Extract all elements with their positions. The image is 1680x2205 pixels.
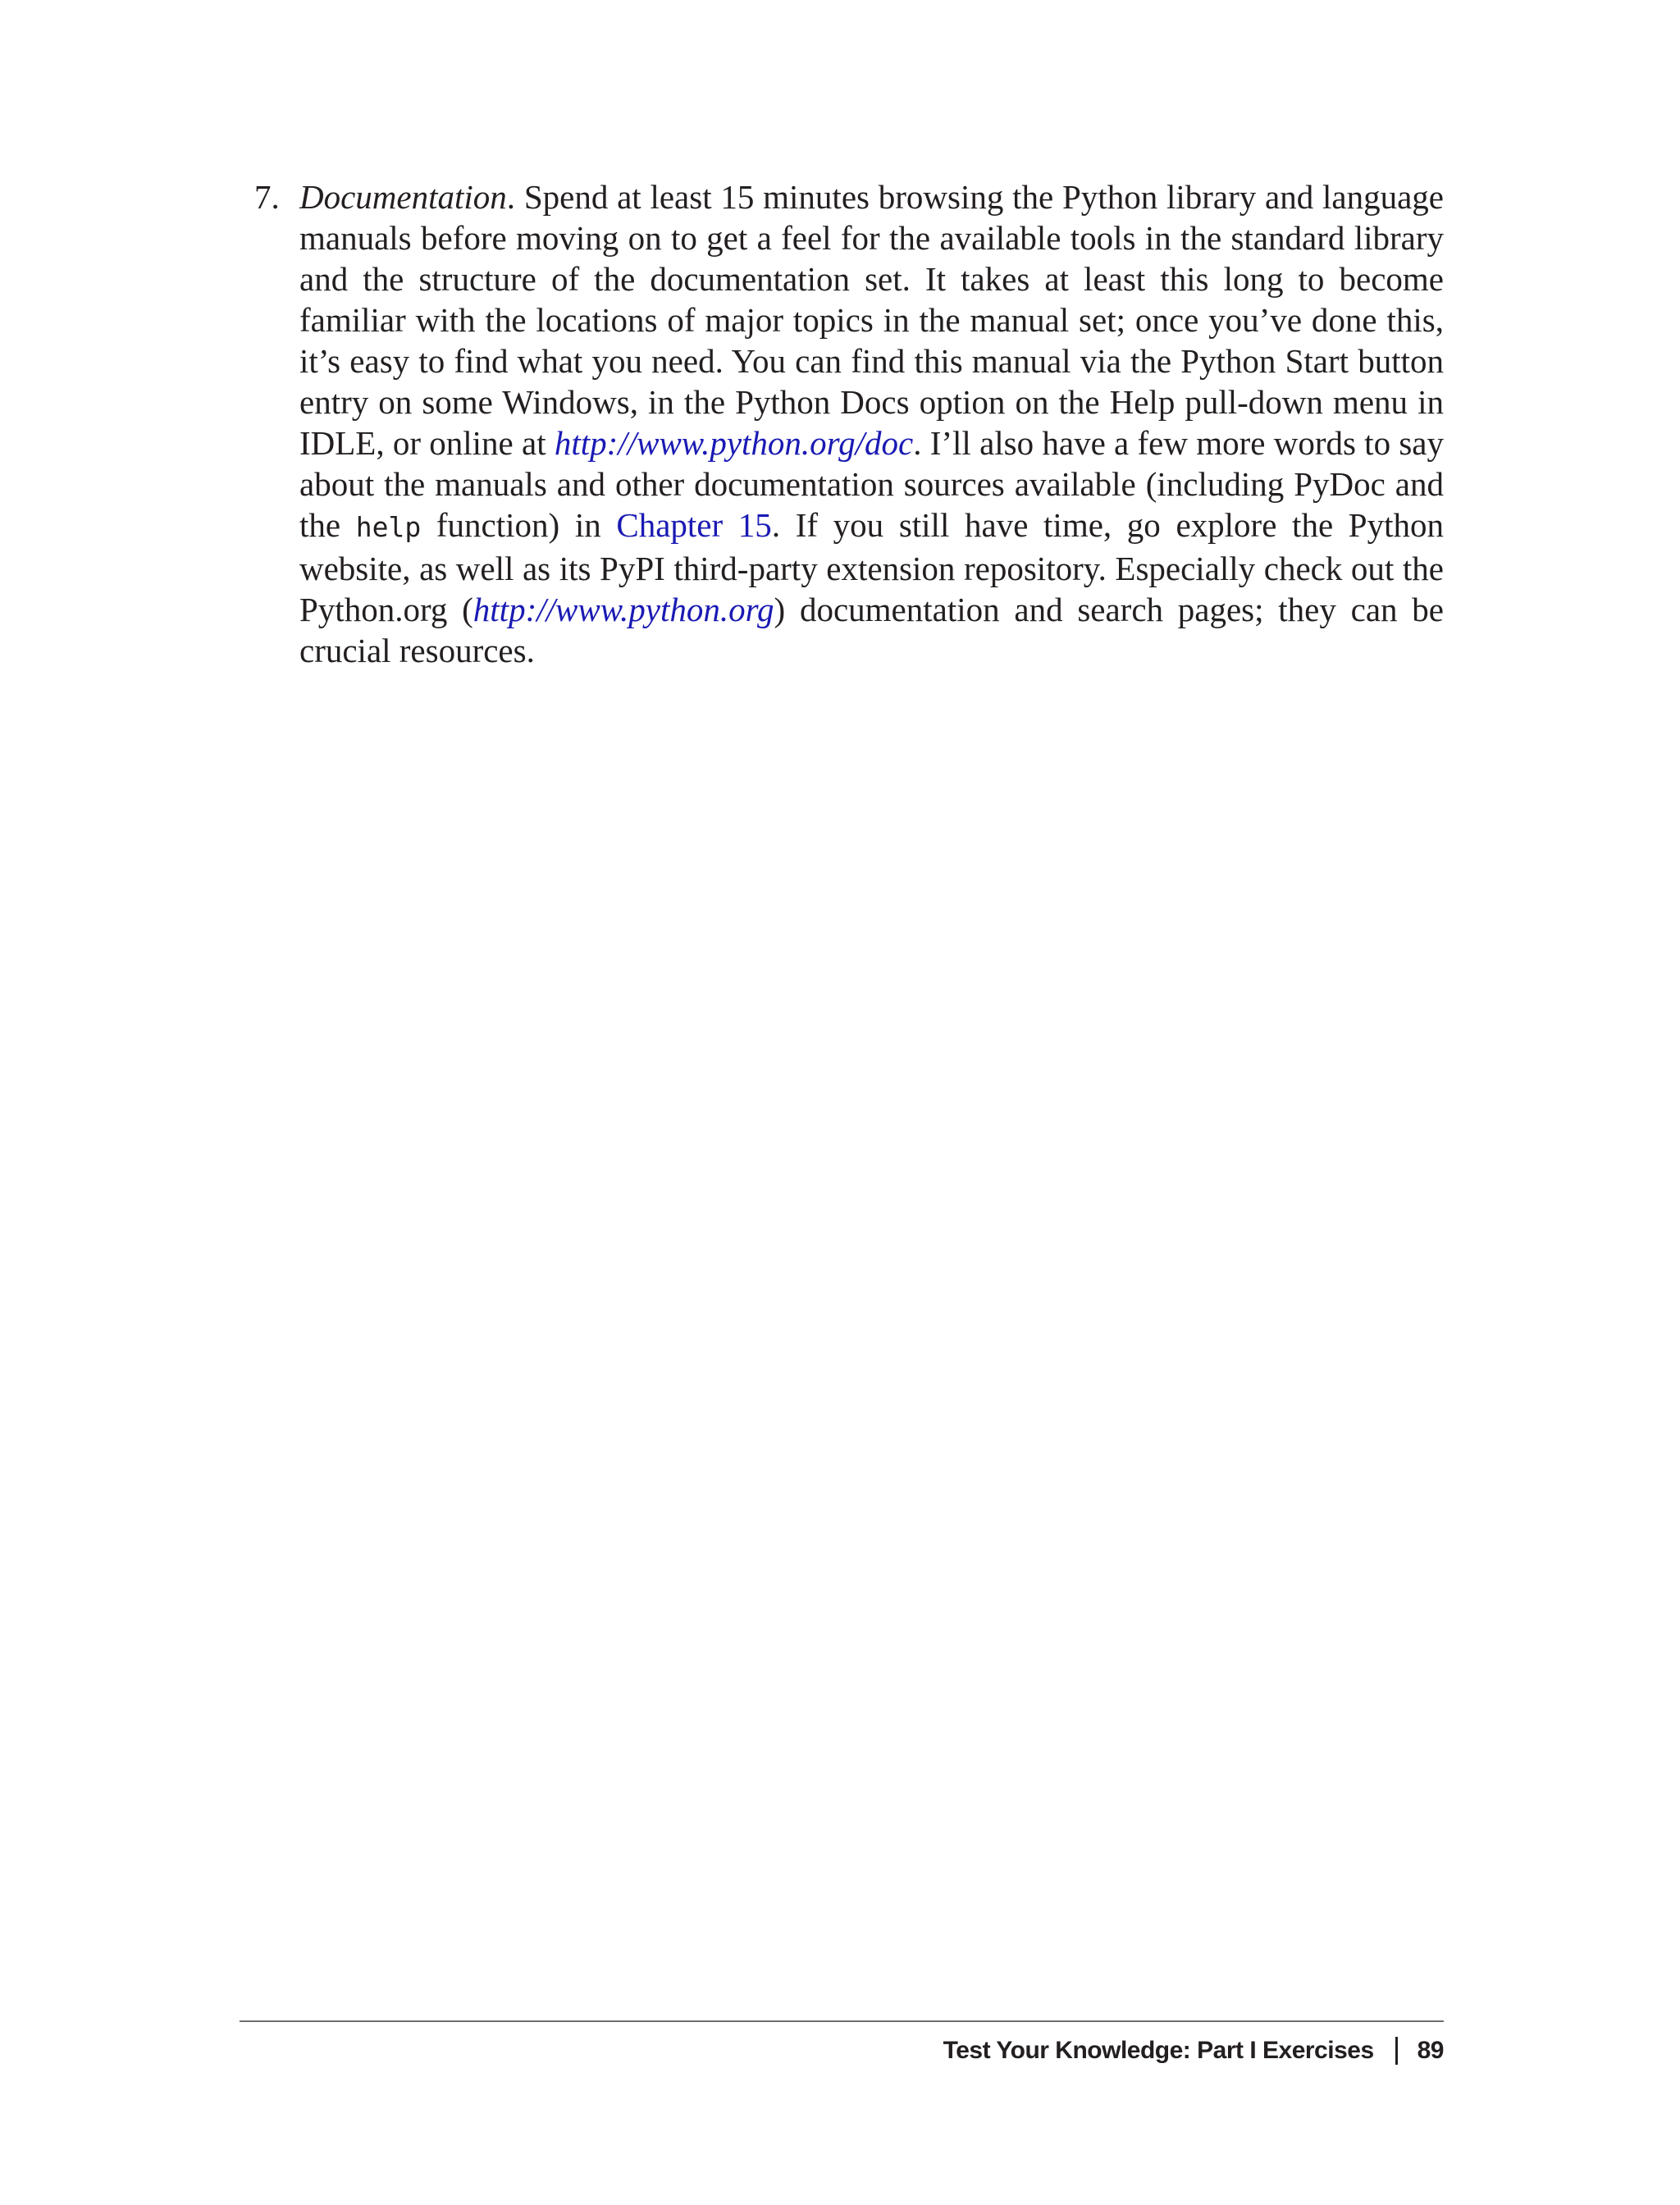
list-item-number: 7. bbox=[254, 178, 280, 216]
exercise-term: Documentation bbox=[299, 178, 507, 216]
exercise-item-7 bbox=[254, 176, 1444, 671]
footer-section-title: Test Your Knowledge: Part I Exercises bbox=[943, 2037, 1374, 2064]
paragraph-text-1: . Spend at least 15 minutes browsing the Python library and language manuals before moving on to get a feel for the available tools in the standard library and the structure of the documentation set. It takes at least this long to become familiar with the locations of major topics in the manual set; once you’ve done this, it’s easy to find what you need. You can find this manual via the Python Start button entry on some Windows, in the Python Docs option on the Help pull-down menu in IDLE, or online at bbox=[299, 178, 1444, 462]
python-org-link[interactable]: http://www.python.org bbox=[472, 591, 774, 628]
help-function-code: help bbox=[355, 511, 422, 543]
paragraph-text-4: . If you still have time, go explore the Python website, as well as its PyPI third-party extension repository. Especially check out the Python.org ( bbox=[299, 506, 1444, 628]
python-doc-link[interactable]: http://www.python.org/doc bbox=[554, 424, 914, 462]
page-number: 89 bbox=[1417, 2037, 1444, 2064]
footer-rule bbox=[240, 2020, 1444, 2022]
paragraph-text-2: . I’ll also have a few more words to say about the manuals and other documentation sources available (including PyDoc and the bbox=[299, 424, 1444, 544]
page-body bbox=[254, 176, 1444, 671]
chapter-15-link[interactable]: Chapter 15 bbox=[616, 506, 772, 544]
exercise-paragraph bbox=[299, 176, 1444, 671]
footer-separator bbox=[1395, 2037, 1398, 2065]
paragraph-text-3: function) in bbox=[421, 506, 617, 544]
page-footer bbox=[943, 2033, 1444, 2069]
paragraph-text-5: ) documentation and search pages; they can be crucial resources. bbox=[299, 591, 1444, 669]
